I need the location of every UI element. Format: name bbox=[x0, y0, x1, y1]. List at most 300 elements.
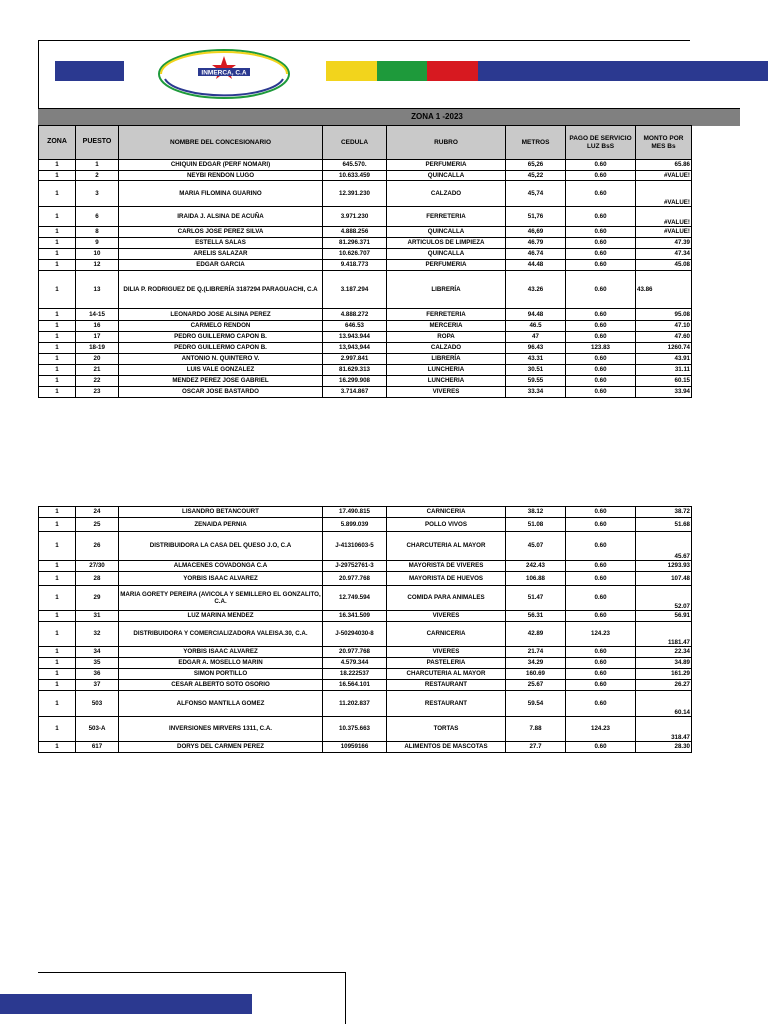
table-row bbox=[39, 658, 692, 669]
cell-cedula: 10.375.663 bbox=[323, 717, 387, 742]
cell-rubro: ARTICULOS DE LIMPIEZA bbox=[387, 238, 506, 249]
cell-rubro: RESTAURANT bbox=[387, 691, 506, 717]
cell-cedula: 4.888.256 bbox=[323, 227, 387, 238]
cell-cedula: 20.977.768 bbox=[323, 572, 387, 586]
cell-zona: 1 bbox=[39, 572, 76, 586]
table-row bbox=[39, 717, 692, 742]
cell-metros: 65,26 bbox=[506, 160, 566, 171]
cell-monto: 107.48 bbox=[636, 572, 692, 586]
cell-metros: 94.48 bbox=[506, 309, 566, 321]
cell-zona: 1 bbox=[39, 680, 76, 691]
cell-metros: 45,22 bbox=[506, 171, 566, 181]
cell-luz: 0.60 bbox=[566, 572, 636, 586]
col-header-monto: MONTO POR MES Bs bbox=[636, 126, 692, 160]
cell-nombre: PEDRO GUILLERMO CAPON B. bbox=[119, 332, 323, 343]
cell-luz: 0.60 bbox=[566, 691, 636, 717]
cell-zona: 1 bbox=[39, 354, 76, 365]
cell-nombre: PEDRO GUILLERMO CAPON B. bbox=[119, 343, 323, 354]
cell-cedula: 16.341.509 bbox=[323, 611, 387, 622]
cell-metros: 46.74 bbox=[506, 249, 566, 260]
cell-rubro: LUNCHERIA bbox=[387, 365, 506, 376]
cell-nombre: NEYBI RENDON LUGO bbox=[119, 171, 323, 181]
table-row bbox=[39, 387, 692, 398]
cell-cedula: J-50294030-8 bbox=[323, 622, 387, 647]
col-header-puesto: PUESTO bbox=[76, 126, 119, 160]
cell-cedula: 10.626.707 bbox=[323, 249, 387, 260]
cell-nombre: ALFONSO MANTILLA GOMEZ bbox=[119, 691, 323, 717]
cell-monto: 31.11 bbox=[636, 365, 692, 376]
cell-rubro: QUINCALLA bbox=[387, 171, 506, 181]
cell-puesto: 10 bbox=[76, 249, 119, 260]
cell-metros: 96.43 bbox=[506, 343, 566, 354]
cell-monto: 28.30 bbox=[636, 742, 692, 753]
cell-nombre: MENDEZ PEREZ JOSE GABRIEL bbox=[119, 376, 323, 387]
concessionaires-table-2 bbox=[38, 506, 692, 753]
table-row bbox=[39, 532, 692, 561]
cell-zona: 1 bbox=[39, 691, 76, 717]
cell-rubro: ROPA bbox=[387, 332, 506, 343]
brand-bar-blue-right bbox=[478, 61, 768, 81]
cell-rubro: MAYORISTA DE HUEVOS bbox=[387, 572, 506, 586]
cell-luz: 0.60 bbox=[566, 181, 636, 207]
cell-monto: 60.14 bbox=[636, 691, 692, 717]
cell-metros: 45.07 bbox=[506, 532, 566, 561]
cell-luz: 0.60 bbox=[566, 332, 636, 343]
col-header-pago-luz: PAGO DE SERVICIO LUZ BsS bbox=[566, 126, 636, 160]
cell-zona: 1 bbox=[39, 260, 76, 271]
cell-monto: 1293.93 bbox=[636, 561, 692, 572]
cell-zona: 1 bbox=[39, 507, 76, 518]
cell-cedula: 17.490.815 bbox=[323, 507, 387, 518]
cell-nombre: ANTONIO N. QUINTERO V. bbox=[119, 354, 323, 365]
cell-nombre: CESAR ALBERTO SOTO OSORIO bbox=[119, 680, 323, 691]
cell-metros: 59.54 bbox=[506, 691, 566, 717]
footer-frame-top bbox=[38, 972, 346, 973]
cell-monto: 1181.47 bbox=[636, 622, 692, 647]
table-row bbox=[39, 332, 692, 343]
cell-nombre: YORBIS ISAAC ALVAREZ bbox=[119, 572, 323, 586]
cell-luz: 0.60 bbox=[566, 507, 636, 518]
cell-nombre: DORYS DEL CARMEN PEREZ bbox=[119, 742, 323, 753]
cell-monto: 161.29 bbox=[636, 669, 692, 680]
cell-puesto: 3 bbox=[76, 181, 119, 207]
cell-monto: #VALUE! bbox=[636, 227, 692, 238]
cell-zona: 1 bbox=[39, 532, 76, 561]
cell-puesto: 617 bbox=[76, 742, 119, 753]
cell-zona: 1 bbox=[39, 622, 76, 647]
brand-bar-red bbox=[427, 61, 478, 81]
cell-zona: 1 bbox=[39, 238, 76, 249]
cell-cedula: 3.714.867 bbox=[323, 387, 387, 398]
cell-cedula: 12.749.594 bbox=[323, 586, 387, 611]
cell-luz: 0.60 bbox=[566, 611, 636, 622]
cell-monto: 51.68 bbox=[636, 518, 692, 532]
table-row bbox=[39, 572, 692, 586]
cell-puesto: 1 bbox=[76, 160, 119, 171]
cell-metros: 47 bbox=[506, 332, 566, 343]
cell-metros: 59.55 bbox=[506, 376, 566, 387]
cell-puesto: 2 bbox=[76, 171, 119, 181]
cell-zona: 1 bbox=[39, 387, 76, 398]
cell-metros: 38.12 bbox=[506, 507, 566, 518]
cell-zona: 1 bbox=[39, 249, 76, 260]
table-row bbox=[39, 321, 692, 332]
cell-luz: 0.60 bbox=[566, 171, 636, 181]
cell-zona: 1 bbox=[39, 658, 76, 669]
cell-zona: 1 bbox=[39, 321, 76, 332]
cell-luz: 0.60 bbox=[566, 586, 636, 611]
cell-puesto: 18-19 bbox=[76, 343, 119, 354]
cell-puesto: 6 bbox=[76, 207, 119, 227]
table-row bbox=[39, 207, 692, 227]
cell-puesto: 12 bbox=[76, 260, 119, 271]
cell-metros: 51.08 bbox=[506, 518, 566, 532]
cell-nombre: ESTELLA SALAS bbox=[119, 238, 323, 249]
cell-metros: 42.89 bbox=[506, 622, 566, 647]
cell-rubro: MAYORISTA DE VIVERES bbox=[387, 561, 506, 572]
cell-puesto: 16 bbox=[76, 321, 119, 332]
cell-metros: 51.47 bbox=[506, 586, 566, 611]
cell-monto: 56.91 bbox=[636, 611, 692, 622]
cell-cedula: 13,943,944 bbox=[323, 343, 387, 354]
cell-luz: 0.60 bbox=[566, 518, 636, 532]
cell-nombre: INVERSIONES MIRVERS 1311, C.A. bbox=[119, 717, 323, 742]
cell-metros: 30.51 bbox=[506, 365, 566, 376]
cell-monto: 33.94 bbox=[636, 387, 692, 398]
cell-luz: 0.60 bbox=[566, 271, 636, 309]
cell-metros: 34.29 bbox=[506, 658, 566, 669]
cell-luz: 0.60 bbox=[566, 160, 636, 171]
cell-metros: 242.43 bbox=[506, 561, 566, 572]
table-row bbox=[39, 586, 692, 611]
cell-rubro: COMIDA PARA ANIMALES bbox=[387, 586, 506, 611]
table-row bbox=[39, 249, 692, 260]
cell-monto: 47.39 bbox=[636, 238, 692, 249]
cell-cedula: 81.296.371 bbox=[323, 238, 387, 249]
cell-cedula: 645.570. bbox=[323, 160, 387, 171]
cell-monto: #VALUE! bbox=[636, 171, 692, 181]
cell-nombre: DISTRIBUIDORA LA CASA DEL QUESO J.O, C.A bbox=[119, 532, 323, 561]
cell-monto: 60.15 bbox=[636, 376, 692, 387]
header-frame-top bbox=[38, 40, 690, 41]
cell-rubro: ALIMENTOS DE MASCOTAS bbox=[387, 742, 506, 753]
cell-cedula: J-29752761-3 bbox=[323, 561, 387, 572]
cell-cedula: 9.418.773 bbox=[323, 260, 387, 271]
cell-rubro: VIVERES bbox=[387, 387, 506, 398]
cell-monto: #VALUE! bbox=[636, 207, 692, 227]
table-row bbox=[39, 647, 692, 658]
cell-metros: 46.79 bbox=[506, 238, 566, 249]
cell-zona: 1 bbox=[39, 376, 76, 387]
cell-nombre: IRAIDA J. ALSINA DE ACUÑA bbox=[119, 207, 323, 227]
cell-monto: 47.34 bbox=[636, 249, 692, 260]
cell-puesto: 17 bbox=[76, 332, 119, 343]
cell-cedula: 3.187.294 bbox=[323, 271, 387, 309]
cell-monto: 95.08 bbox=[636, 309, 692, 321]
cell-rubro: CHARCUTERIA AL MAYOR bbox=[387, 532, 506, 561]
cell-nombre: CARMELO RENDON bbox=[119, 321, 323, 332]
cell-luz: 0.60 bbox=[566, 227, 636, 238]
cell-rubro: CHARCUTERIA AL MAYOR bbox=[387, 669, 506, 680]
cell-zona: 1 bbox=[39, 742, 76, 753]
cell-luz: 0.60 bbox=[566, 309, 636, 321]
cell-puesto: 8 bbox=[76, 227, 119, 238]
cell-zona: 1 bbox=[39, 181, 76, 207]
cell-zona: 1 bbox=[39, 271, 76, 309]
cell-monto: 43.86 bbox=[636, 271, 692, 309]
table-row bbox=[39, 507, 692, 518]
header-frame-left bbox=[38, 40, 39, 110]
cell-puesto: 24 bbox=[76, 507, 119, 518]
cell-zona: 1 bbox=[39, 332, 76, 343]
cell-puesto: 26 bbox=[76, 532, 119, 561]
cell-monto: 45.08 bbox=[636, 260, 692, 271]
cell-puesto: 37 bbox=[76, 680, 119, 691]
table-row bbox=[39, 622, 692, 647]
table-row bbox=[39, 160, 692, 171]
cell-cedula: 4.579.344 bbox=[323, 658, 387, 669]
cell-cedula: 3.971.230 bbox=[323, 207, 387, 227]
cell-monto: 52.07 bbox=[636, 586, 692, 611]
cell-metros: 106.88 bbox=[506, 572, 566, 586]
table-row bbox=[39, 238, 692, 249]
cell-rubro: POLLO VIVOS bbox=[387, 518, 506, 532]
table-row bbox=[39, 669, 692, 680]
cell-rubro: CARNICERIA bbox=[387, 622, 506, 647]
cell-luz: 0.60 bbox=[566, 260, 636, 271]
cell-monto: #VALUE! bbox=[636, 181, 692, 207]
cell-rubro: PERFUMERIA bbox=[387, 260, 506, 271]
cell-rubro: LIBRERÍA bbox=[387, 271, 506, 309]
cell-luz: 124.23 bbox=[566, 717, 636, 742]
table-header-row bbox=[39, 126, 692, 160]
cell-nombre: EDGAR GARCIA bbox=[119, 260, 323, 271]
cell-puesto: 13 bbox=[76, 271, 119, 309]
cell-luz: 0.60 bbox=[566, 207, 636, 227]
table-row bbox=[39, 518, 692, 532]
cell-nombre: CARLOS JOSE PEREZ SILVA bbox=[119, 227, 323, 238]
cell-cedula: 646.53 bbox=[323, 321, 387, 332]
cell-metros: 44.48 bbox=[506, 260, 566, 271]
cell-metros: 25.67 bbox=[506, 680, 566, 691]
cell-rubro: LUNCHERIA bbox=[387, 376, 506, 387]
cell-metros: 21.74 bbox=[506, 647, 566, 658]
table-row bbox=[39, 691, 692, 717]
cell-puesto: 23 bbox=[76, 387, 119, 398]
table-row bbox=[39, 376, 692, 387]
cell-luz: 0.60 bbox=[566, 249, 636, 260]
cell-puesto: 14-15 bbox=[76, 309, 119, 321]
cell-rubro: FERRETERIA bbox=[387, 309, 506, 321]
cell-cedula: 16.299.908 bbox=[323, 376, 387, 387]
cell-puesto: 20 bbox=[76, 354, 119, 365]
table-row bbox=[39, 271, 692, 309]
cell-zona: 1 bbox=[39, 518, 76, 532]
cell-puesto: 35 bbox=[76, 658, 119, 669]
cell-puesto: 29 bbox=[76, 586, 119, 611]
col-header-zona: ZONA bbox=[39, 126, 76, 160]
cell-cedula: J-41310603-5 bbox=[323, 532, 387, 561]
cell-zona: 1 bbox=[39, 586, 76, 611]
cell-cedula: 11.202.837 bbox=[323, 691, 387, 717]
cell-luz: 0.60 bbox=[566, 532, 636, 561]
logo-text: INMERCA, C.A bbox=[201, 69, 247, 77]
cell-nombre: DILIA P. RODRIGUEZ DE Q.(LIBRERÍA 3187294 PARAGUACHI, C.A bbox=[119, 271, 323, 309]
cell-puesto: 36 bbox=[76, 669, 119, 680]
cell-nombre: LUIS VALE GONZALEZ bbox=[119, 365, 323, 376]
cell-metros: 46.5 bbox=[506, 321, 566, 332]
cell-zona: 1 bbox=[39, 309, 76, 321]
cell-rubro: VIVERES bbox=[387, 647, 506, 658]
cell-nombre: ZENAIDA PERNIA bbox=[119, 518, 323, 532]
cell-metros: 7.88 bbox=[506, 717, 566, 742]
cell-rubro: PERFUMERIA bbox=[387, 160, 506, 171]
cell-rubro: QUINCALLA bbox=[387, 227, 506, 238]
cell-puesto: 34 bbox=[76, 647, 119, 658]
cell-luz: 0.60 bbox=[566, 561, 636, 572]
cell-cedula: 12.391.230 bbox=[323, 181, 387, 207]
concessionaires-table-1 bbox=[38, 125, 692, 398]
cell-rubro: CALZADO bbox=[387, 181, 506, 207]
cell-luz: 0.60 bbox=[566, 680, 636, 691]
cell-luz: 0.60 bbox=[566, 238, 636, 249]
cell-rubro: CALZADO bbox=[387, 343, 506, 354]
brand-bar-blue-left bbox=[55, 61, 124, 81]
cell-cedula: 18.222537 bbox=[323, 669, 387, 680]
cell-zona: 1 bbox=[39, 561, 76, 572]
cell-puesto: 31 bbox=[76, 611, 119, 622]
cell-luz: 0.60 bbox=[566, 742, 636, 753]
cell-cedula: 4.888.272 bbox=[323, 309, 387, 321]
col-header-rubro: RUBRO bbox=[387, 126, 506, 160]
cell-puesto: 28 bbox=[76, 572, 119, 586]
cell-puesto: 503 bbox=[76, 691, 119, 717]
cell-nombre: LUZ MARINA MENDEZ bbox=[119, 611, 323, 622]
cell-puesto: 32 bbox=[76, 622, 119, 647]
cell-zona: 1 bbox=[39, 207, 76, 227]
table-row bbox=[39, 742, 692, 753]
cell-zona: 1 bbox=[39, 343, 76, 354]
table-row bbox=[39, 343, 692, 354]
cell-nombre: MARIA GORETY PEREIRA (AVICOLA Y SEMILLERO EL GONZALITO, C.A. bbox=[119, 586, 323, 611]
cell-cedula: 81.629.313 bbox=[323, 365, 387, 376]
cell-zona: 1 bbox=[39, 227, 76, 238]
cell-puesto: 27/30 bbox=[76, 561, 119, 572]
cell-monto: 22.34 bbox=[636, 647, 692, 658]
col-header-metros: METROS bbox=[506, 126, 566, 160]
cell-nombre: MARIA FILOMINA GUARINO bbox=[119, 181, 323, 207]
cell-monto: 47.10 bbox=[636, 321, 692, 332]
table-row bbox=[39, 260, 692, 271]
cell-nombre: EDGAR A. MOSELLO MARIN bbox=[119, 658, 323, 669]
cell-rubro: LIBRERÍA bbox=[387, 354, 506, 365]
cell-monto: 43.91 bbox=[636, 354, 692, 365]
cell-nombre: DISTRIBUIDORA Y COMERCIALIZADORA VALEISA.30, C.A. bbox=[119, 622, 323, 647]
cell-nombre: OSCAR JOSE BASTARDO bbox=[119, 387, 323, 398]
cell-rubro: RESTAURANT bbox=[387, 680, 506, 691]
cell-luz: 0.60 bbox=[566, 387, 636, 398]
cell-zona: 1 bbox=[39, 669, 76, 680]
cell-metros: 56.31 bbox=[506, 611, 566, 622]
cell-luz: 0.60 bbox=[566, 321, 636, 332]
inmerca-logo bbox=[157, 48, 291, 100]
brand-bar-yellow bbox=[326, 61, 377, 81]
cell-monto: 45.67 bbox=[636, 532, 692, 561]
cell-metros: 27.7 bbox=[506, 742, 566, 753]
cell-monto: 47.60 bbox=[636, 332, 692, 343]
cell-monto: 65.86 bbox=[636, 160, 692, 171]
cell-cedula: 5.899.039 bbox=[323, 518, 387, 532]
cell-luz: 124.23 bbox=[566, 622, 636, 647]
cell-nombre: YORBIS ISAAC ALVAREZ bbox=[119, 647, 323, 658]
cell-metros: 43.26 bbox=[506, 271, 566, 309]
table-row bbox=[39, 181, 692, 207]
cell-luz: 0.60 bbox=[566, 365, 636, 376]
cell-puesto: 21 bbox=[76, 365, 119, 376]
cell-metros: 51,76 bbox=[506, 207, 566, 227]
cell-cedula: 13.943.944 bbox=[323, 332, 387, 343]
cell-zona: 1 bbox=[39, 611, 76, 622]
table-row bbox=[39, 171, 692, 181]
cell-luz: 0.60 bbox=[566, 647, 636, 658]
table-row bbox=[39, 611, 692, 622]
cell-monto: 1260.74 bbox=[636, 343, 692, 354]
cell-rubro: CARNICERIA bbox=[387, 507, 506, 518]
cell-nombre: SIMON PORTILLO bbox=[119, 669, 323, 680]
cell-nombre: LISANDRO BETANCOURT bbox=[119, 507, 323, 518]
cell-cedula: 20.977.768 bbox=[323, 647, 387, 658]
cell-cedula: 2.997.841 bbox=[323, 354, 387, 365]
cell-puesto: 503-A bbox=[76, 717, 119, 742]
table-row bbox=[39, 227, 692, 238]
zona-title: ZONA 1 -2023 bbox=[411, 112, 463, 121]
cell-puesto: 22 bbox=[76, 376, 119, 387]
cell-zona: 1 bbox=[39, 717, 76, 742]
brand-bar-green bbox=[377, 61, 427, 81]
cell-rubro: TORTAS bbox=[387, 717, 506, 742]
cell-zona: 1 bbox=[39, 647, 76, 658]
table-row bbox=[39, 561, 692, 572]
cell-puesto: 9 bbox=[76, 238, 119, 249]
cell-zona: 1 bbox=[39, 160, 76, 171]
cell-rubro: FERRETERIA bbox=[387, 207, 506, 227]
col-header-cedula: CEDULA bbox=[323, 126, 387, 160]
cell-metros: 160.69 bbox=[506, 669, 566, 680]
table-row bbox=[39, 365, 692, 376]
cell-metros: 43.31 bbox=[506, 354, 566, 365]
col-header-nombre: NOMBRE DEL CONCESIONARIO bbox=[119, 126, 323, 160]
footer-frame-right bbox=[345, 972, 346, 1024]
cell-cedula: 10959166 bbox=[323, 742, 387, 753]
cell-metros: 46,69 bbox=[506, 227, 566, 238]
table-row bbox=[39, 680, 692, 691]
cell-nombre: ARELIS SALAZAR bbox=[119, 249, 323, 260]
cell-luz: 0.60 bbox=[566, 354, 636, 365]
cell-metros: 33.34 bbox=[506, 387, 566, 398]
table-row bbox=[39, 309, 692, 321]
cell-monto: 38.72 bbox=[636, 507, 692, 518]
cell-metros: 45,74 bbox=[506, 181, 566, 207]
cell-monto: 26.27 bbox=[636, 680, 692, 691]
cell-luz: 0.60 bbox=[566, 658, 636, 669]
cell-luz: 0.60 bbox=[566, 669, 636, 680]
cell-rubro: MERCERIA bbox=[387, 321, 506, 332]
cell-luz: 123.83 bbox=[566, 343, 636, 354]
cell-cedula: 10.633.459 bbox=[323, 171, 387, 181]
cell-puesto: 25 bbox=[76, 518, 119, 532]
cell-cedula: 16.564.101 bbox=[323, 680, 387, 691]
footer-brand-bar bbox=[0, 994, 252, 1014]
